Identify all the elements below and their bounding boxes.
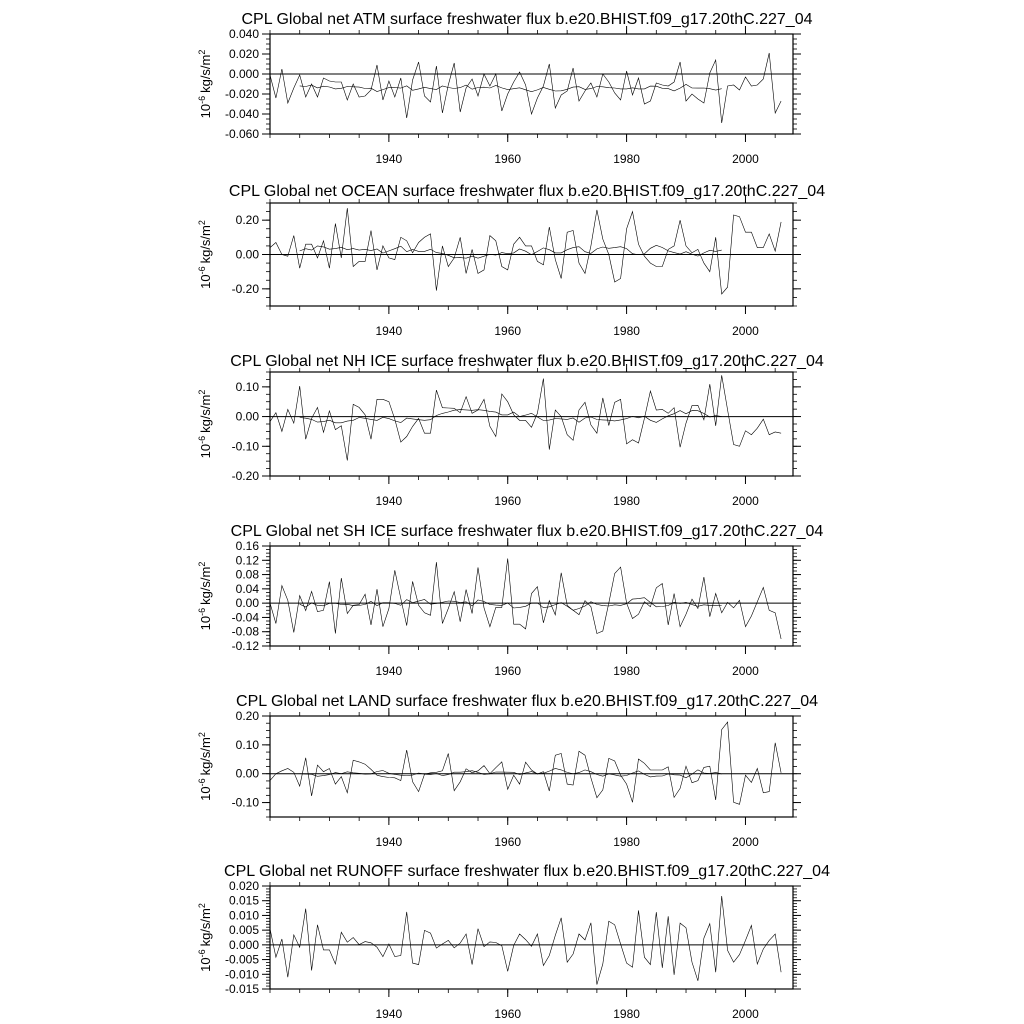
- x-tick-label: 1960: [494, 664, 522, 678]
- y-tick-label: -0.12: [231, 639, 259, 653]
- x-tick-label: 2000: [732, 494, 759, 508]
- x-tick-label: 1940: [375, 1007, 403, 1021]
- y-axis-label-base: 10: [198, 103, 213, 119]
- x-tick-label: 1960: [494, 494, 522, 508]
- y-axis-label-base: 10: [198, 615, 213, 631]
- y-axis-label-unit: kg/s/m: [198, 908, 213, 947]
- panel-2: [197, 183, 825, 338]
- panel-title: CPL Global net LAND surface freshwater flux b.e20.BHIST.f09_g17.20thC.227_04: [236, 693, 818, 710]
- y-tick-label: 0.20: [235, 709, 259, 723]
- y-axis-label-unit: kg/s/m: [198, 394, 213, 433]
- y-axis-label: [197, 220, 213, 289]
- y-axis-label-base: 10: [198, 274, 213, 289]
- y-axis-label-base: 10: [198, 957, 213, 972]
- y-axis-label: [197, 562, 213, 631]
- panel-title: CPL Global net SH ICE surface freshwater flux b.e20.BHIST.f09_g17.20thC.227_04: [230, 523, 824, 540]
- plot-frame: [270, 546, 793, 646]
- y-axis-label-unit-exp: 2: [197, 732, 207, 738]
- x-tick-label: 1960: [494, 1007, 522, 1021]
- y-tick-label: 0.000: [228, 67, 259, 81]
- y-tick-label: 0.020: [228, 47, 259, 61]
- y-tick-label: 0.00: [235, 766, 259, 781]
- y-axis-label-unit-exp: 2: [197, 49, 207, 55]
- x-tick-label: 1940: [375, 835, 403, 849]
- y-tick-label: 0.040: [228, 27, 259, 41]
- x-tick-label: 1960: [494, 152, 522, 166]
- y-tick-label: -0.10: [231, 439, 259, 454]
- y-axis-label: [197, 732, 213, 801]
- y-tick-label: -0.060: [224, 127, 259, 141]
- x-tick-label: 1960: [494, 324, 522, 338]
- y-tick-label: 0.015: [228, 893, 259, 908]
- plot-frame: [270, 372, 793, 476]
- y-axis-label-unit: kg/s/m: [198, 737, 213, 776]
- y-tick-label: -0.005: [224, 952, 259, 967]
- y-axis-label-base: 10: [198, 786, 213, 801]
- y-tick-label: 0.00: [235, 596, 259, 611]
- y-axis-label-exp: -6: [197, 435, 207, 444]
- x-tick-label: 1980: [613, 835, 640, 849]
- panel-title: CPL Global net ATM surface freshwater flux b.e20.BHIST.f09_g17.20thC.227_04: [241, 11, 813, 28]
- x-tick-label: 1940: [375, 664, 403, 678]
- y-tick-label: 0.020: [228, 879, 259, 893]
- y-tick-label: 0.00: [235, 247, 259, 262]
- x-tick-label: 1960: [494, 835, 522, 849]
- y-axis-label: [197, 390, 213, 459]
- panel-title: CPL Global net NH ICE surface freshwater flux b.e20.BHIST.f09_g17.20thC.227_04: [230, 353, 824, 370]
- y-axis-label-exp: -6: [197, 607, 207, 616]
- y-tick-label: -0.20: [231, 281, 259, 296]
- panel-5: [197, 693, 818, 849]
- y-tick-label: -0.10: [231, 795, 259, 810]
- y-tick-label: 0.010: [228, 908, 259, 923]
- y-tick-label: -0.015: [224, 982, 259, 996]
- y-tick-label: 0.005: [228, 923, 259, 938]
- y-axis-label-exp: -6: [197, 949, 207, 958]
- x-tick-label: 1980: [613, 324, 640, 338]
- x-tick-label: 2000: [732, 152, 759, 166]
- y-tick-label: 0.00: [235, 409, 259, 424]
- x-tick-label: 1940: [375, 152, 403, 166]
- y-tick-label: 0.10: [235, 737, 259, 752]
- y-axis-label-base: 10: [198, 443, 213, 459]
- y-tick-label: -0.20: [231, 469, 259, 483]
- y-axis-label-unit: kg/s/m: [198, 54, 213, 93]
- y-axis-label-exp: -6: [197, 266, 207, 275]
- x-tick-label: 2000: [732, 835, 759, 849]
- plot-frame: [270, 886, 793, 989]
- annual-series-line: [270, 896, 781, 985]
- running-mean-line: [300, 598, 722, 611]
- x-tick-label: 1980: [613, 494, 640, 508]
- y-tick-label: 0.08: [235, 567, 259, 582]
- x-tick-label: 1940: [375, 494, 403, 508]
- y-axis-label-unit: kg/s/m: [198, 225, 213, 264]
- y-tick-label: -0.010: [224, 967, 259, 982]
- y-tick-label: -0.04: [231, 610, 259, 625]
- panel-4: [197, 523, 823, 678]
- y-axis-label-unit: kg/s/m: [198, 566, 213, 605]
- y-axis-label-unit-exp: 2: [197, 220, 207, 226]
- y-axis-label: [197, 50, 213, 119]
- y-axis-label-unit-exp: 2: [197, 561, 207, 567]
- y-tick-label: -0.020: [224, 87, 259, 101]
- y-tick-label: -0.040: [224, 107, 259, 121]
- x-tick-label: 1940: [375, 324, 403, 338]
- y-axis-label-exp: -6: [197, 95, 207, 104]
- x-tick-label: 2000: [732, 664, 759, 678]
- y-tick-label: 0.12: [235, 553, 259, 568]
- annual-series-line: [270, 375, 781, 460]
- annual-series-line: [270, 722, 781, 804]
- panel-title: CPL Global net OCEAN surface freshwater flux b.e20.BHIST.f09_g17.20thC.227_04: [228, 183, 826, 200]
- panel-6: [197, 863, 830, 1021]
- y-axis-label: [197, 903, 213, 972]
- x-tick-label: 1980: [613, 664, 640, 678]
- y-tick-label: 0.16: [235, 539, 259, 553]
- y-tick-label: -0.08: [231, 624, 259, 639]
- plot-frame: [270, 716, 793, 817]
- y-axis-label-unit-exp: 2: [197, 903, 207, 909]
- y-tick-label: 0.000: [228, 937, 259, 952]
- y-tick-label: 0.20: [235, 213, 259, 228]
- x-tick-label: 2000: [732, 1007, 759, 1021]
- panel-1: [197, 11, 813, 166]
- plot-frame: [270, 34, 793, 134]
- y-tick-label: 0.04: [235, 581, 259, 596]
- annual-series-line: [270, 559, 781, 639]
- panel-3: [197, 353, 824, 508]
- panel-title: CPL Global net RUNOFF surface freshwater flux b.e20.BHIST.f09_g17.20thC.227_04: [224, 863, 830, 880]
- x-tick-label: 2000: [732, 324, 759, 338]
- x-tick-label: 1980: [613, 1007, 640, 1021]
- y-axis-label-exp: -6: [197, 778, 207, 787]
- x-tick-label: 1980: [613, 152, 640, 166]
- y-axis-label-unit-exp: 2: [197, 389, 207, 395]
- y-tick-label: 0.10: [235, 379, 259, 394]
